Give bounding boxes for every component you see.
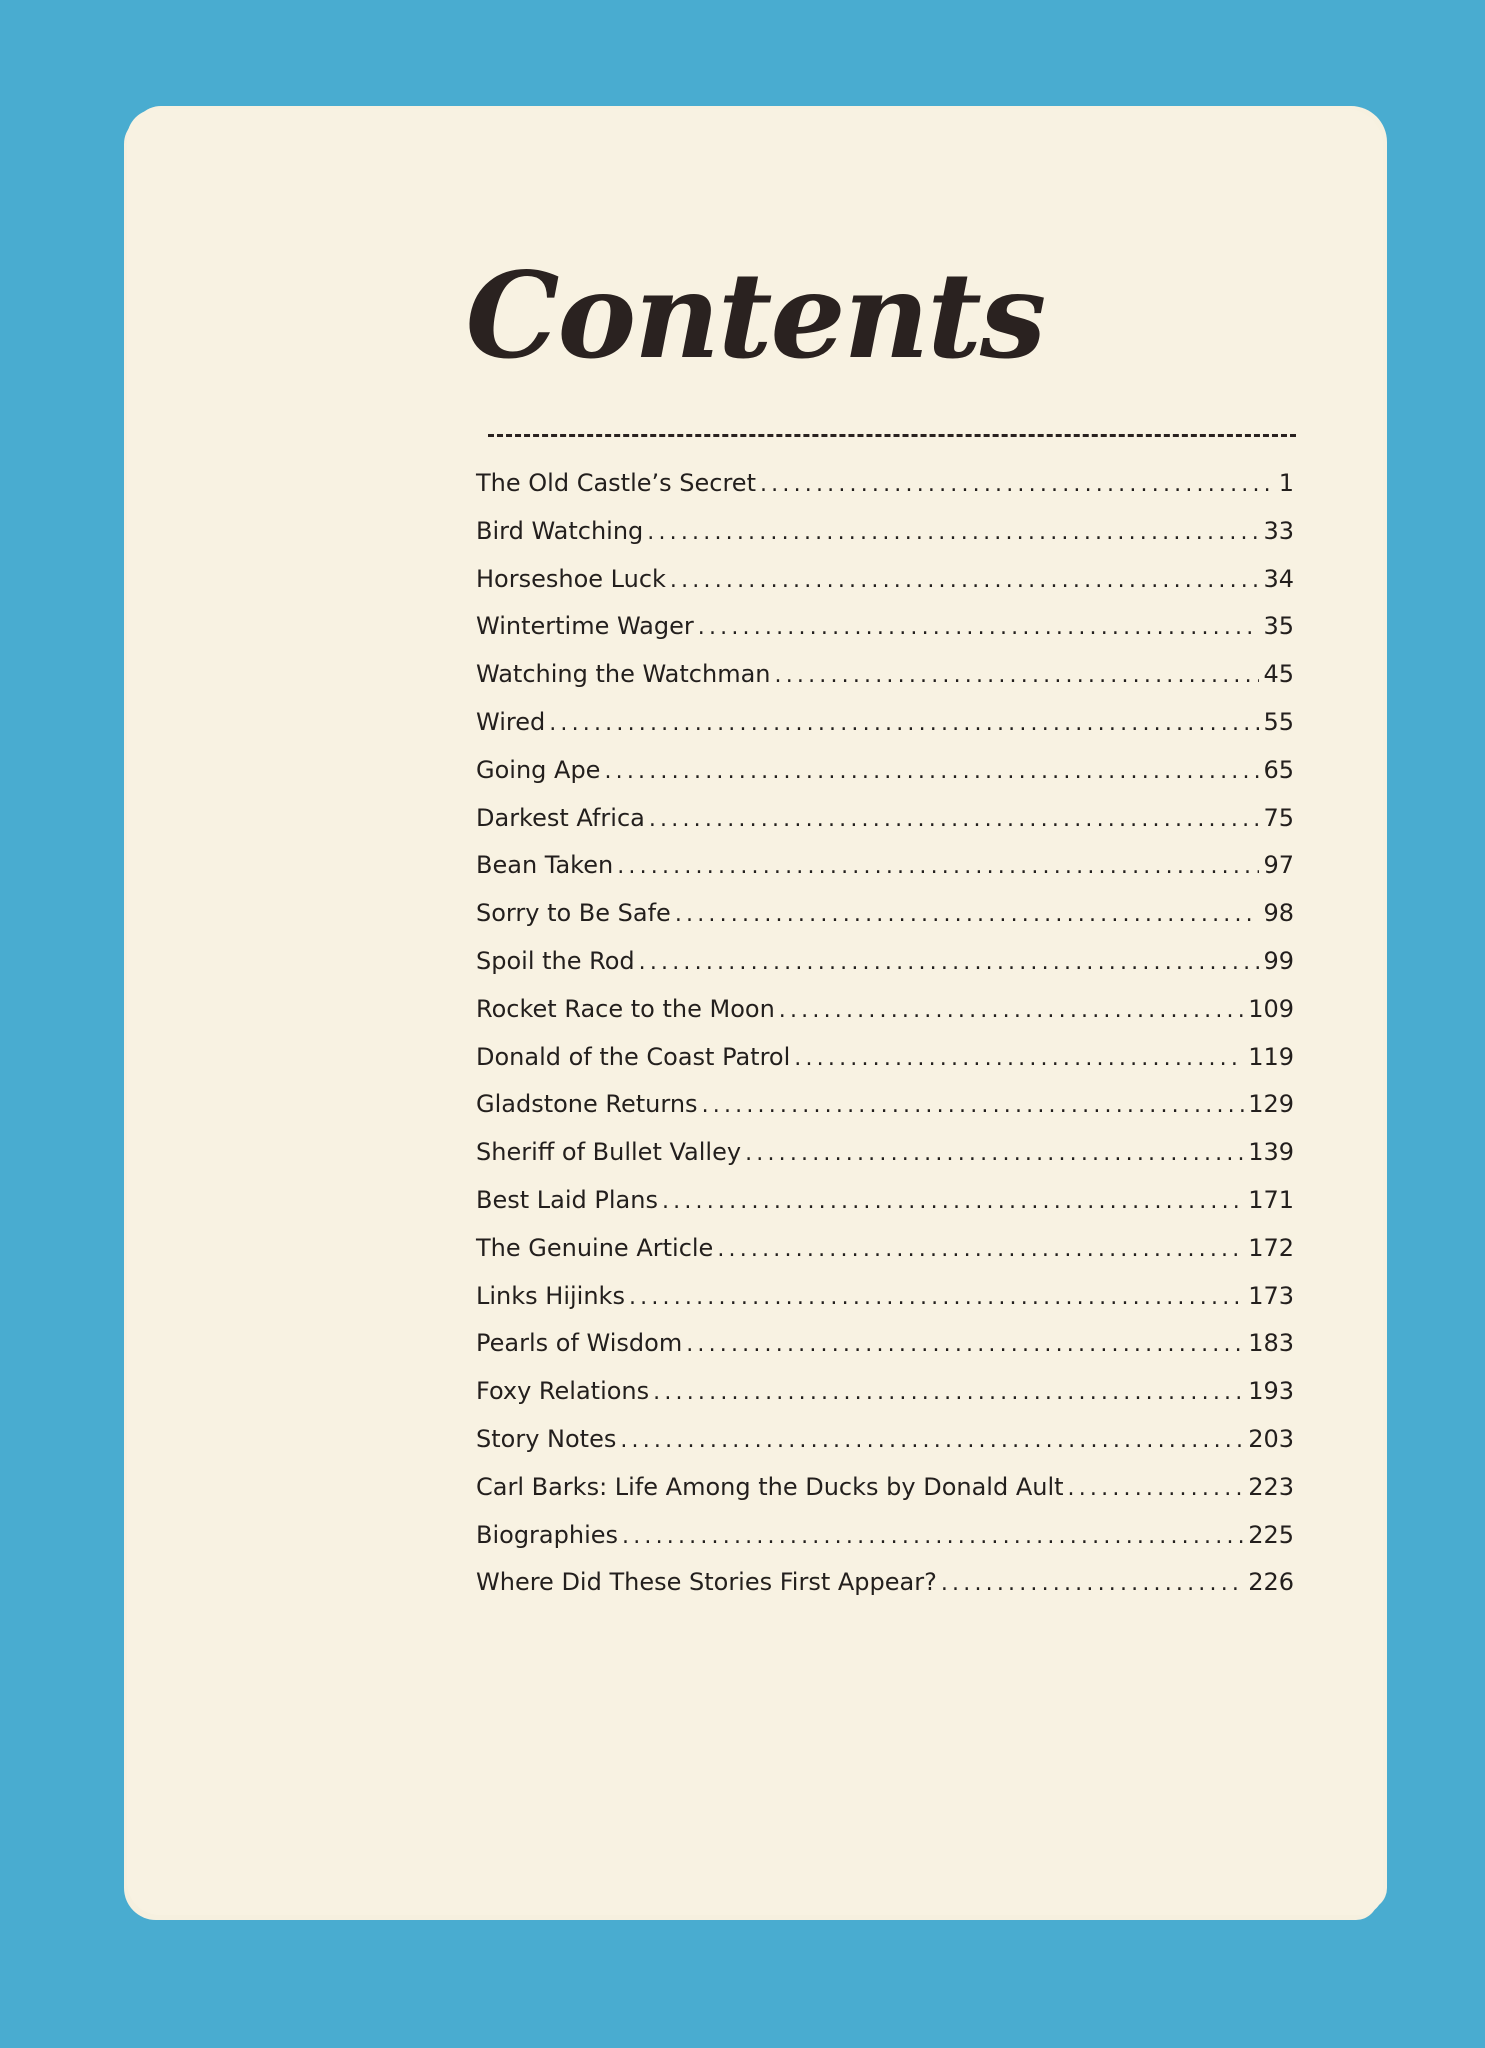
toc-entry	[476, 1521, 1294, 1569]
toc-entry-page-number: 97	[1263, 851, 1294, 880]
toc-entry-page-number: 183	[1248, 1329, 1294, 1358]
toc-dot-leader	[794, 1046, 1244, 1071]
toc-dot-leader	[549, 711, 1259, 736]
toc-entry	[476, 1282, 1294, 1330]
toc-entry	[476, 1473, 1294, 1521]
toc-entry-title: Carl Barks: Life Among the Ducks by Donald Ault	[476, 1472, 1064, 1501]
toc-entry-title: Best Laid Plans	[476, 1185, 658, 1214]
toc-entry	[476, 469, 1294, 517]
toc-entry-page-number: 75	[1263, 803, 1294, 832]
toc-entry-title: Story Notes	[476, 1424, 617, 1453]
toc-entry-title: Watching the Watchman	[476, 660, 771, 689]
toc-entry-page-number: 225	[1248, 1520, 1294, 1549]
toc-entry-title: Where Did These Stories First Appear?	[476, 1568, 937, 1597]
toc-entry-title: Bean Taken	[476, 851, 614, 880]
paper-sheet	[130, 112, 1380, 1912]
toc-entry-title: Foxy Relations	[476, 1377, 650, 1406]
toc-entry-page-number: 99	[1263, 946, 1294, 975]
toc-dot-leader	[629, 1285, 1244, 1310]
table-of-contents	[476, 469, 1294, 1616]
toc-entry-page-number: 45	[1263, 660, 1294, 689]
toc-dot-leader	[1068, 1476, 1245, 1501]
toc-dot-leader	[698, 615, 1260, 640]
toc-entry-page-number: 34	[1263, 564, 1294, 593]
toc-dot-leader	[717, 1237, 1244, 1262]
toc-entry-page-number: 173	[1248, 1281, 1294, 1310]
toc-entry-page-number: 33	[1263, 516, 1294, 545]
toc-entry	[476, 1234, 1294, 1282]
toc-entry	[476, 947, 1294, 995]
toc-entry-title: Sorry to Be Safe	[476, 899, 671, 928]
toc-entry-page-number: 223	[1248, 1472, 1294, 1501]
toc-entry-title: Darkest Africa	[476, 803, 645, 832]
toc-entry-page-number: 55	[1263, 707, 1294, 736]
toc-entry-page-number: 172	[1248, 1233, 1294, 1262]
toc-dot-leader	[639, 950, 1260, 975]
toc-entry-page-number: 226	[1248, 1568, 1294, 1597]
toc-dot-leader	[617, 854, 1259, 879]
toc-entry	[476, 804, 1294, 852]
toc-entry-page-number: 109	[1248, 994, 1294, 1023]
toc-entry	[476, 660, 1294, 708]
toc-entry-page-number: 203	[1248, 1424, 1294, 1453]
toc-entry-page-number: 1	[1278, 469, 1294, 497]
toc-entry-page-number: 171	[1248, 1185, 1294, 1214]
toc-entry-page-number: 139	[1248, 1138, 1294, 1167]
toc-dot-leader	[775, 663, 1260, 688]
toc-entry-page-number: 98	[1263, 899, 1294, 928]
toc-entry-title: Links Hijinks	[476, 1281, 625, 1310]
toc-entry	[476, 1568, 1294, 1616]
toc-entry-title: Bird Watching	[476, 516, 644, 545]
toc-entry-title: Wintertime Wager	[476, 612, 694, 641]
toc-dot-leader	[622, 1524, 1244, 1549]
toc-dot-leader	[686, 1332, 1244, 1357]
toc-entry	[476, 565, 1294, 613]
toc-entry-title: Going Ape	[476, 755, 601, 784]
toc-dot-leader	[662, 1189, 1244, 1214]
toc-entry	[476, 1043, 1294, 1091]
toc-entry-title: Pearls of Wisdom	[476, 1329, 683, 1358]
toc-entry	[476, 1377, 1294, 1425]
toc-dot-leader	[779, 998, 1244, 1023]
toc-entry	[476, 899, 1294, 947]
toc-dot-leader	[670, 568, 1260, 593]
toc-dot-leader	[702, 1093, 1245, 1118]
toc-entry-title: Biographies	[476, 1520, 619, 1549]
toc-entry	[476, 612, 1294, 660]
toc-entry-title: Gladstone Returns	[476, 1090, 698, 1119]
toc-dot-leader	[604, 759, 1259, 784]
toc-entry-title: Wired	[476, 707, 546, 736]
toc-entry-title: Horseshoe Luck	[476, 564, 666, 593]
toc-entry-title: Sheriff of Bullet Valley	[476, 1138, 742, 1167]
toc-entry-title: Spoil the Rod	[476, 946, 635, 975]
toc-entry	[476, 708, 1294, 756]
title-divider	[488, 434, 1296, 437]
toc-entry	[476, 1186, 1294, 1234]
toc-dot-leader	[620, 1428, 1244, 1453]
toc-entry-page-number: 65	[1263, 755, 1294, 784]
toc-entry-page-number: 193	[1248, 1377, 1294, 1406]
toc-dot-leader	[760, 472, 1275, 497]
toc-entry	[476, 1138, 1294, 1186]
toc-entry	[476, 995, 1294, 1043]
toc-entry	[476, 1329, 1294, 1377]
toc-entry-page-number: 35	[1263, 612, 1294, 641]
toc-dot-leader	[745, 1141, 1244, 1166]
toc-entry	[476, 1425, 1294, 1473]
toc-entry-title: The Old Castle’s Secret	[476, 469, 756, 497]
toc-dot-leader	[941, 1571, 1244, 1596]
toc-entry-title: Rocket Race to the Moon	[476, 994, 775, 1023]
toc-entry-page-number: 129	[1248, 1090, 1294, 1119]
toc-entry	[476, 517, 1294, 565]
toc-dot-leader	[675, 902, 1260, 927]
page-title: Contents	[465, 246, 1045, 385]
toc-entry-page-number: 119	[1248, 1042, 1294, 1071]
toc-entry	[476, 851, 1294, 899]
toc-dot-leader	[649, 807, 1260, 832]
toc-entry-title: Donald of the Coast Patrol	[476, 1042, 791, 1071]
toc-entry	[476, 1090, 1294, 1138]
toc-entry-title: The Genuine Article	[476, 1233, 714, 1262]
toc-entry	[476, 756, 1294, 804]
toc-dot-leader	[647, 520, 1259, 545]
toc-dot-leader	[653, 1380, 1244, 1405]
